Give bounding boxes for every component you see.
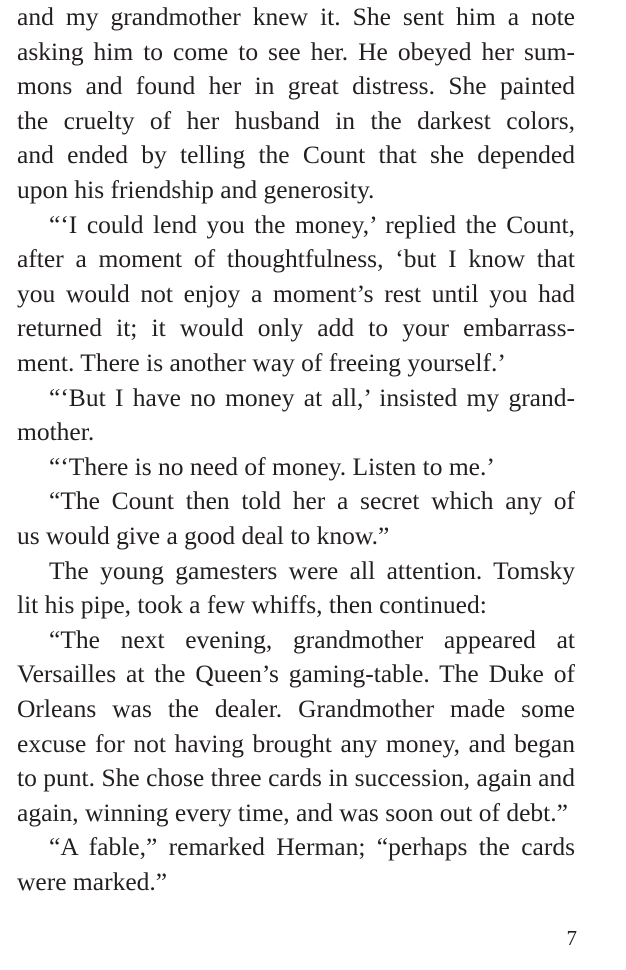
text-line: “‘But I have no money at all,’ insisted my grand- [49,382,575,412]
text-line: lit his pipe, took a few whiffs, then continued: [17,590,487,620]
text-line: returned it; it would only add to your embarrass- [17,313,575,343]
text-line: upon his friendship and generosity. [17,175,375,204]
text-line: after a moment of thoughtfulness, ‘but I know that [17,244,575,274]
text-line: us would give a good deal to know.” [17,521,390,550]
text-line: asking him to come to see her. He obeyed her sum- [17,36,575,66]
page-number: 7 [566,926,577,950]
text-line: again, winning every time, and was soon out of debt.” [17,797,568,827]
text-line: mother. [17,417,95,447]
text-line: to punt. She chose three cards in succession, again and [17,763,575,793]
text-line: Orleans was the dealer. Grandmother made some [17,694,575,723]
text-line: excuse for not having brought any money, and began [17,728,575,758]
text-line: and my grandmother knew it. She sent him a note [17,2,575,31]
text-line: Versailles at the Queen’s gaming-table. The Duke of [17,659,575,689]
text-line: “‘I could lend you the money,’ replied the Count, [49,209,575,239]
text-line: you would not enjoy a moment’s rest until you had [17,278,575,308]
text-line: “The Count then told her a secret which any of [49,486,575,516]
text-line: The young gamesters were all attention. Tomsky [49,555,575,585]
text-line: “‘There is no need of money. Listen to me.’ [49,451,495,481]
text-line: and ended by telling the Count that she depended [17,140,575,170]
text-line: mons and found her in great distress. She painted [17,71,575,101]
text-line: were marked.” [17,867,168,896]
text-line: ment. There is another way of freeing yourself.’ [17,348,506,377]
text-line: the cruelty of her husband in the darkest colors, [17,105,575,135]
text-line: “A fable,” remarked Herman; “perhaps the cards [49,832,575,862]
text-line: “The next evening, grandmother appeared at [49,624,575,654]
